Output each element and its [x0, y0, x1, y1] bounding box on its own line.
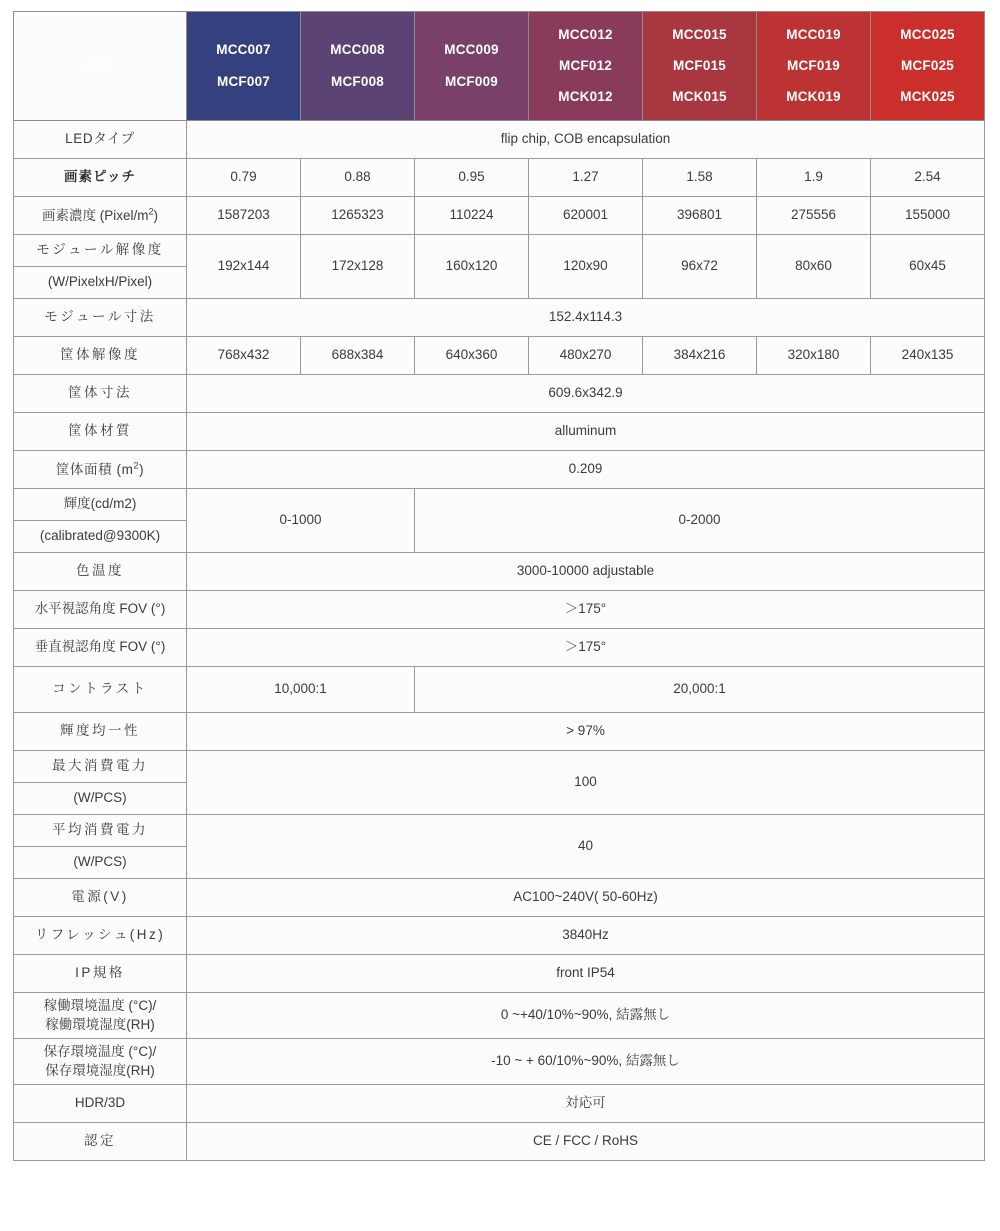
row-label-brightness-uniformity: 輝度均一性: [14, 713, 187, 751]
model-code: MCF019: [787, 57, 840, 73]
header-column-mc025: [871, 12, 985, 121]
cell-cabinet-resolution: 240x135: [871, 337, 985, 375]
cell-avg-power: 40: [187, 815, 985, 879]
header-column-mc009: [415, 12, 529, 121]
model-code: MCC009: [444, 41, 499, 57]
cell-pixel-density: 1265323: [301, 197, 415, 235]
cell-pixel-pitch: 0.95: [415, 159, 529, 197]
cell-module-resolution: 192x144: [187, 235, 301, 299]
cell-module-resolution: 80x60: [757, 235, 871, 299]
row-label-storage-environment: [14, 1039, 187, 1085]
model-code: MCF025: [901, 57, 954, 73]
cell-cabinet-material: alluminum: [187, 413, 985, 451]
table-row-ip-rating: [14, 955, 985, 993]
row-label-module-resolution: モジュール解像度: [14, 235, 187, 267]
label-text: 画素濃度 (Pixel/m: [41, 208, 149, 224]
cell-module-resolution: 96x72: [643, 235, 757, 299]
cell-hdr-3d: 対応可: [187, 1085, 985, 1123]
table-row-cabinet-area: [14, 451, 985, 489]
cell-pixel-pitch: 1.27: [529, 159, 643, 197]
row-label-refresh-rate: リフレッシュ(Hz): [14, 917, 187, 955]
header-product-number-label: 品番: [86, 57, 114, 73]
row-label-color-temperature: 色温度: [14, 553, 187, 591]
cell-pixel-density: 155000: [871, 197, 985, 235]
cell-cabinet-area: 0.209: [187, 451, 985, 489]
header-row: [14, 12, 985, 121]
row-label-module-resolution-unit: (W/PixelxH/Pixel): [14, 267, 187, 299]
row-label-max-power: 最大消費電力: [14, 751, 187, 783]
model-code: MCF015: [673, 57, 726, 73]
cell-pixel-pitch: 0.79: [187, 159, 301, 197]
table-header: [14, 12, 985, 121]
row-label-max-power-unit: (W/PCS): [14, 783, 187, 815]
cell-pixel-density: 110224: [415, 197, 529, 235]
table-row-brightness-uniformity: [14, 713, 985, 751]
row-label-power-supply: 電源(V): [14, 879, 187, 917]
header-product-number: [14, 12, 187, 121]
table-row-operating-environment: [14, 993, 985, 1039]
cell-contrast-high: 20,000:1: [415, 667, 985, 713]
cell-led-type: flip chip, COB encapsulation: [187, 121, 985, 159]
row-label-pixel-pitch: 画素ピッチ: [14, 159, 187, 197]
model-code: MCC008: [330, 41, 385, 57]
table-row-fov-vertical: [14, 629, 985, 667]
cell-operating-environment: 0 ~+40/10%~90%, 結露無し: [187, 993, 985, 1039]
cell-brightness-high: 0-2000: [415, 489, 985, 553]
label-tail: ): [139, 462, 145, 478]
row-label-contrast: コントラスト: [14, 667, 187, 713]
led-specification-table: [13, 11, 985, 1161]
model-code: MCK025: [900, 89, 955, 105]
cell-cabinet-resolution: 688x384: [301, 337, 415, 375]
header-column-mc012: [529, 12, 643, 121]
table-row-color-temperature: [14, 553, 985, 591]
model-code: MCC012: [558, 26, 613, 42]
cell-pixel-density: 620001: [529, 197, 643, 235]
cell-cabinet-resolution: 384x216: [643, 337, 757, 375]
cell-fov-vertical: ＞175°: [187, 629, 985, 667]
cell-pixel-pitch: 1.58: [643, 159, 757, 197]
label-line-2: 稼働環境湿度(RH): [45, 1016, 155, 1032]
model-code: MCC015: [672, 26, 727, 42]
cell-contrast-low: 10,000:1: [187, 667, 415, 713]
cell-storage-environment: -10 ~ + 60/10%~90%, 結露無し: [187, 1039, 985, 1085]
cell-cabinet-resolution: 640x360: [415, 337, 529, 375]
table-row-refresh-rate: [14, 917, 985, 955]
row-label-cabinet-resolution: 筐体解像度: [14, 337, 187, 375]
cell-brightness-low: 0-1000: [187, 489, 415, 553]
row-label-fov-horizontal: 水平視認角度 FOV (°): [14, 591, 187, 629]
cell-refresh-rate: 3840Hz: [187, 917, 985, 955]
header-column-mc019: [757, 12, 871, 121]
table-row-module-dimension: [14, 299, 985, 337]
table-row-pixel-pitch: [14, 159, 985, 197]
row-label-fov-vertical: 垂直視認角度 FOV (°): [14, 629, 187, 667]
cell-module-dimension: 152.4x114.3: [187, 299, 985, 337]
cell-pixel-density: 1587203: [187, 197, 301, 235]
row-label-avg-power-unit: (W/PCS): [14, 847, 187, 879]
label-superscript: 2: [148, 206, 154, 217]
cell-module-resolution: 172x128: [301, 235, 415, 299]
table-body: [14, 121, 985, 1161]
cell-fov-horizontal: ＞175°: [187, 591, 985, 629]
row-label-ip-rating: IP規格: [14, 955, 187, 993]
label-tail: ): [153, 208, 159, 224]
cell-ip-rating: front IP54: [187, 955, 985, 993]
table-row-max-power-a: [14, 751, 985, 783]
label-line-1: 保存環境温度 (°C)/: [43, 1044, 157, 1060]
model-code: MCF009: [445, 74, 498, 89]
cell-pixel-density: 396801: [643, 197, 757, 235]
model-code: MCF008: [331, 74, 384, 89]
table-row-module-resolution-a: [14, 235, 985, 267]
table-row-fov-horizontal: [14, 591, 985, 629]
cell-pixel-pitch: 1.9: [757, 159, 871, 197]
row-label-cabinet-material: 筐体材質: [14, 413, 187, 451]
row-label-operating-environment: [14, 993, 187, 1039]
row-label-certification: 認定: [14, 1123, 187, 1161]
table-row-cabinet-material: [14, 413, 985, 451]
cell-pixel-density: 275556: [757, 197, 871, 235]
row-label-hdr-3d: HDR/3D: [14, 1085, 187, 1123]
table-row-led-type: [14, 121, 985, 159]
cell-cabinet-resolution: 768x432: [187, 337, 301, 375]
table-row-avg-power-a: [14, 815, 985, 847]
header-column-mc008: [301, 12, 415, 121]
label-superscript: 2: [133, 460, 140, 471]
row-label-brightness-calibration: (calibrated@9300K): [14, 521, 187, 553]
cell-pixel-pitch: 0.88: [301, 159, 415, 197]
cell-pixel-pitch: 2.54: [871, 159, 985, 197]
model-code: MCC025: [900, 26, 955, 42]
model-code: MCC007: [216, 41, 271, 57]
row-label-cabinet-area: [14, 451, 187, 489]
cell-module-resolution: 120x90: [529, 235, 643, 299]
cell-module-resolution: 160x120: [415, 235, 529, 299]
row-label-led-type: LEDタイプ: [14, 121, 187, 159]
cell-module-resolution: 60x45: [871, 235, 985, 299]
table-row-storage-environment: [14, 1039, 985, 1085]
table-row-certification: [14, 1123, 985, 1161]
table-row-hdr-3d: [14, 1085, 985, 1123]
label-text: 筐体面積 (m: [55, 462, 134, 478]
cell-power-supply: AC100~240V( 50-60Hz): [187, 879, 985, 917]
row-label-module-dimension: モジュール寸法: [14, 299, 187, 337]
cell-color-temperature: 3000-10000 adjustable: [187, 553, 985, 591]
cell-brightness-uniformity: > 97%: [187, 713, 985, 751]
row-label-brightness: 輝度(cd/m2): [14, 489, 187, 521]
model-code: MCK012: [558, 89, 613, 105]
row-label-pixel-density: [14, 197, 187, 235]
row-label-avg-power: 平均消費電力: [14, 815, 187, 847]
model-code: MCK015: [672, 89, 727, 105]
cell-cabinet-resolution: 320x180: [757, 337, 871, 375]
cell-cabinet-resolution: 480x270: [529, 337, 643, 375]
table-row-cabinet-dimension: [14, 375, 985, 413]
cell-cabinet-dimension: 609.6x342.9: [187, 375, 985, 413]
table-row-brightness-a: [14, 489, 985, 521]
header-column-mc007: [187, 12, 301, 121]
header-column-mc015: [643, 12, 757, 121]
table-row-cabinet-resolution: [14, 337, 985, 375]
table-row-power-supply: [14, 879, 985, 917]
model-code: MCK019: [786, 89, 841, 105]
label-line-2: 保存環境湿度(RH): [45, 1062, 155, 1078]
table-row-contrast: [14, 667, 985, 713]
cell-max-power: 100: [187, 751, 985, 815]
model-code: MCF012: [559, 57, 612, 73]
row-label-cabinet-dimension: 筐体寸法: [14, 375, 187, 413]
model-code: MCF007: [217, 74, 270, 89]
model-code: MCC019: [786, 26, 841, 42]
cell-certification: CE / FCC / RoHS: [187, 1123, 985, 1161]
table-row-pixel-density: [14, 197, 985, 235]
label-line-1: 稼働環境温度 (°C)/: [43, 998, 157, 1014]
